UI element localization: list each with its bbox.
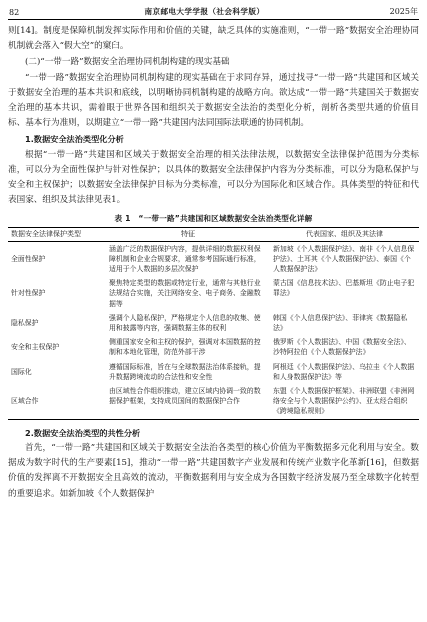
subsection-heading-typology: 1.数据安全法治类型化分析	[25, 134, 124, 145]
cell-representative: 韩国《个人信息保护法》、菲律宾《数据隐私法》	[273, 313, 408, 333]
column-header-feature: 特征	[106, 228, 270, 241]
cell-type: 隐私保护	[11, 318, 39, 327]
paragraph-foundation: “一带一路”数据安全治理协同机制构建的现实基础在于求同存异，通过找寻“一带一路”共建国和区域关于数据安全治理的基本共识和底线，以明晰协同机制构建的战略方向。欲达成“一带一路”共建国关于数据安全治理的基本共识，需着眼于世界各国和组织关于数据安全法治的类型化分析，剖析各类型共通的价值目标、基本行为准则，以期建立“一带一路”共建国内法同国际法联通的协同机制。	[8, 72, 419, 129]
cell-type: 区域合作	[11, 397, 39, 406]
table-row	[8, 360, 419, 384]
subsection-heading-commonality: 2.数据安全法治类型的共性分析	[25, 427, 141, 438]
cell-representative: 俄罗斯《个人数据法》、中国《数据安全法》、沙特阿拉伯《个人数据保护法》	[273, 338, 411, 357]
issue-year: 2025年	[389, 7, 418, 16]
cell-type: 安全和主权保护	[11, 343, 60, 352]
journal-title: 南京邮电大学学报（社会科学版）	[144, 7, 265, 16]
section-heading: (二)“一带一路”数据安全治理协同机制构建的现实基础	[25, 57, 230, 68]
paragraph-typology: 根据“一带一路”共建国和区域关于数据安全治理的相关法律法规，以数据安全法律保护范围为分类标准，可以分为全面性保护与针对性保护；以具体的数据安全法律保护内容为分类标准，可以分为隐私保护与安全和主权保护；以数据安全法律保护目标为分类标准，可以分为国际化和区域合作。具体类型的特征和代表国家、组织及其法律见表1。	[8, 149, 419, 206]
table-row	[8, 384, 419, 419]
cell-feature: 由区域性合作组织推动，建立区域内协调一致的数据保护框架，支持成员国间的数据保护合作	[109, 387, 261, 406]
running-header	[8, 6, 419, 19]
table-row	[8, 241, 419, 276]
table-row	[8, 335, 419, 359]
cell-type: 全面性保护	[11, 254, 46, 263]
table-header-row	[8, 228, 419, 241]
paragraph-commonality: 首先，“一带一路”共建国和区域关于数据安全法治各类型的核心价值为平衡数据多元化利用与安全。数据成为数字时代的生产要素[15]，推动“一带一路”共建国数字产业发展和传统产业数字化革新[16]，但数据价值的发挥离不开数据安全且高效的流动，平衡数据利用与安全成为各国数字经济发展乃至全球数字化转型的重要追求。如新加坡《个人数据保护	[8, 442, 419, 499]
cell-representative: 蒙古国《信息技术法》、巴基斯坦《防止电子犯罪法》	[273, 279, 415, 298]
column-header-representative: 代表国家、组织及其法律	[270, 228, 419, 241]
cell-representative: 阿根廷《个人数据保护法》、乌拉圭《个人数据和人身数据保护法》等	[273, 362, 415, 381]
paragraph-continued: 则[14]。制度是保障机制发挥实际作用和价值的关键，缺乏具体的实施准则，“一带一路”数据安全治理协同机制就会落入“假大空”的窠臼。	[8, 26, 419, 52]
header-rule	[8, 19, 419, 20]
cell-representative: 东盟《个人数据保护框架》、非洲联盟《非洲网络安全与个人数据保护公约》、亚太经合组织《跨境隐私规则》	[273, 387, 415, 416]
typology-table	[8, 227, 419, 419]
table-row	[8, 276, 419, 311]
page-number: 82	[9, 8, 20, 17]
table-caption: 表 1 “一带一路”共建国和区域数据安全法治类型化详解	[114, 214, 313, 224]
page	[8, 6, 419, 502]
cell-type: 国际化	[11, 367, 32, 376]
cell-feature: 强调个人隐私保护，严格规定个人信息的收集、使用和披露等内容，强调数据主体的权利	[109, 313, 261, 333]
cell-type: 针对性保护	[11, 289, 46, 298]
cell-feature: 遵循国际标准，旨在与全球数据法治体系接轨，提升数据跨境流动的合法性和安全性	[109, 362, 261, 381]
column-header-type: 数据安全法律保护类型	[8, 228, 106, 241]
cell-feature: 聚焦特定类型的数据或特定行业，通常与其他行业法规结合实施，关注网络安全、电子商务、金融数据等	[109, 279, 261, 308]
cell-representative: 新加坡《个人数据保护法》、南非《个人信息保护法》、土耳其《个人数据保护法》、泰国《个人数据保护法》	[273, 244, 415, 274]
table-row	[8, 311, 419, 335]
cell-feature: 涵盖广泛的数据保护内容，提供详细的数据权利保障机制和企业合规要求，通常参考国际通行标准，适用于个人数据的多层次保护	[109, 244, 261, 274]
cell-feature: 侧重国家安全和主权的保护，强调对本国数据的控制和本地化管理，防范外部干涉	[109, 338, 261, 357]
